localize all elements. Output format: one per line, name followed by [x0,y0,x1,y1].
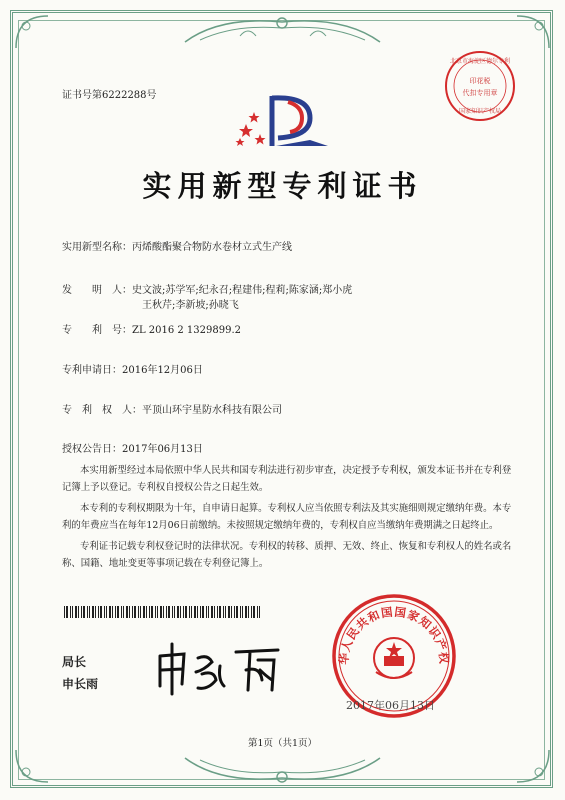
corner-ornament-bl [12,746,52,786]
page-number: 第1页（共1页） [247,738,318,749]
certificate-number: 证书号第6222288号 [62,90,157,101]
tax-stamp-line4: 国家知识产权局 [458,108,501,115]
grant-date-row [62,440,203,455]
inventor-label: 发 明 人： [62,285,132,296]
tax-stamp-line2: 印花税 [469,77,491,85]
inventor-line1: 史文波;苏学军;纪永召;程建伟;程莉;陈家涵;郑小虎 [132,285,353,296]
patentee-row [62,401,282,416]
seal-date: 2017年06月13日 [346,699,435,712]
corner-ornament-tr [513,12,553,52]
grant-date-label: 授权公告日： [62,444,122,455]
filing-date-row [62,361,203,376]
body-paragraph-2: 本专利的专利权期限为十年，自申请日起算。专利权人应当依照专利法及其实施细则规定缴纳年费。本专利的年费应当在每年12月06日前缴纳。未按照规定缴纳年费的，专利权自应当缴纳年费期满之日起终止。 [62,503,512,531]
director-signature [150,636,290,696]
page-title: 实用新型专利证书 [142,169,423,203]
barcode-icon [64,606,264,620]
filing-date-value: 2016年12月06日 [122,365,203,376]
grant-date-value: 2017年06月13日 [122,444,203,455]
tax-stamp-line3: 代扣专用章 [462,89,498,97]
certificate-body [62,462,512,576]
patent-number-label: 专 利 号： [62,325,132,336]
tax-stamp [442,48,518,128]
patent-number-value: ZL 2016 2 1329899.2 [132,325,242,336]
bottom-ornament [180,752,385,786]
patent-number-row [62,321,241,336]
tax-stamp-line1: 北京市海淀区德尔专利 [449,58,510,65]
corner-ornament-tl [12,12,52,52]
national-emblem-icon [374,638,414,678]
corner-ornament-br [513,746,553,786]
utility-model-name-label: 实用新型名称： [62,242,132,253]
director-title: 局长 [62,655,87,669]
patentee-label: 专 利 权 人： [62,405,142,416]
utility-model-name-value: 丙烯酸酯聚合物防水卷材立式生产线 [132,242,292,253]
inventor-row [62,281,352,296]
patentee-value: 平顶山环宇星防水科技有限公司 [142,405,282,416]
inventor-line2: 王秋芹;李新坡;孙晓飞 [142,300,239,311]
director-name: 申长雨 [62,677,99,691]
seal-text: 华人民共和国国家知识产权 [336,604,452,666]
utility-model-name-row [62,238,292,253]
filing-date-label: 专利申请日： [62,365,122,376]
body-paragraph-3: 专利证书记载专利权登记时的法律状况。专利权的转移、质押、无效、终止、恢复和专利权人的姓名或名称、国籍、地址变更等事项记载在专利登记簿上。 [62,541,512,569]
body-paragraph-1: 本实用新型经过本局依照中华人民共和国专利法进行初步审查，决定授予专利权，颁发本证书并在专利登记簿上予以登记。专利权自授权公告之日起生效。 [62,465,512,493]
top-ornament [180,14,385,48]
patent-office-logo-icon [232,88,332,150]
